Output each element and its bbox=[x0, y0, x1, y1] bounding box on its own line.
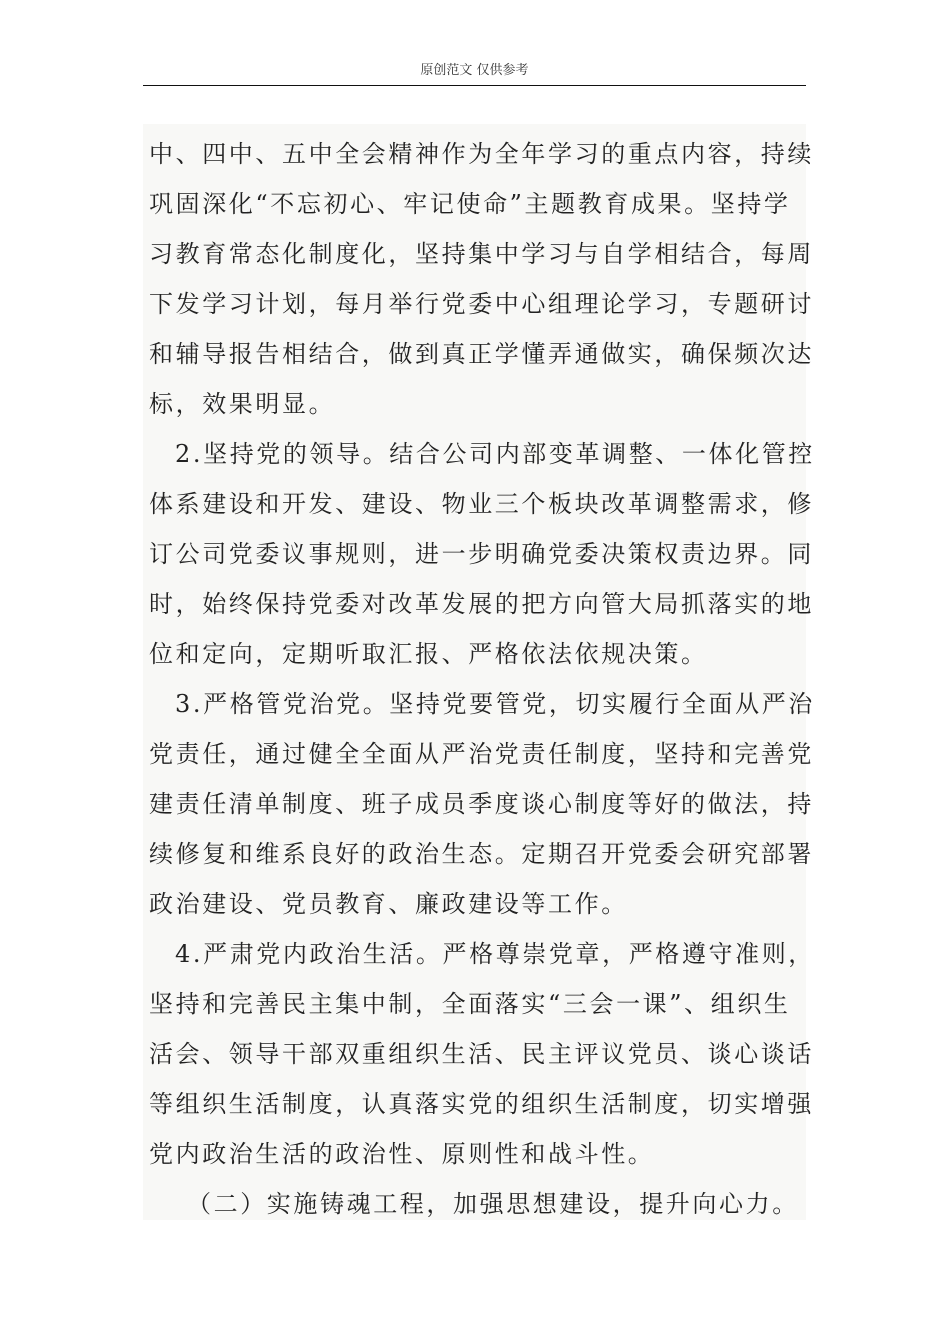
text-line: 建责任清单制度、班子成员季度谈心制度等好的做法，持 bbox=[149, 790, 814, 818]
header-divider bbox=[143, 85, 806, 86]
text-line: 党内政治生活的政治性、原则性和战斗性。 bbox=[149, 1140, 655, 1168]
text-line: 坚持和完善民主集中制，全面落实“三会一课”、组织生 bbox=[149, 990, 791, 1018]
text-line: 党责任，通过健全全面从严治党责任制度，坚持和完善党 bbox=[149, 740, 814, 768]
text-line: （二）实施铸魂工程，加强思想建设，提升向心力。 bbox=[187, 1190, 799, 1218]
text-line: 政治建设、党员教育、廉政建设等工作。 bbox=[149, 890, 628, 918]
text-line: 和辅导报告相结合，做到真正学懂弄通做实，确保频次达 bbox=[149, 340, 814, 368]
text-line: 时，始终保持党委对改革发展的把方向管大局抓落实的地 bbox=[149, 590, 814, 618]
text-line: 中、四中、五中全会精神作为全年学习的重点内容，持续 bbox=[149, 140, 814, 168]
text-line: 位和定向，定期听取汇报、严格依法依规决策。 bbox=[149, 640, 708, 668]
text-line: 标，效果明显。 bbox=[149, 390, 336, 418]
text-line: 活会、领导干部双重组织生活、民主评议党员、谈心谈话 bbox=[149, 1040, 814, 1068]
text-line: 下发学习计划，每月举行党委中心组理论学习，专题研讨 bbox=[149, 290, 814, 318]
paragraph-party-leadership bbox=[149, 429, 815, 679]
paragraph-study-continuation bbox=[149, 129, 814, 429]
text-line: 2.坚持党的领导。结合公司内部变革调整、一体化管控 bbox=[175, 440, 815, 468]
text-line: 体系建设和开发、建设、物业三个板块改革调整需求，修 bbox=[149, 490, 814, 518]
text-line: 订公司党委议事规则，进一步明确党委决策权责边界。同 bbox=[149, 540, 814, 568]
text-line: 3.严格管党治党。坚持党要管党，切实履行全面从严治 bbox=[175, 690, 815, 718]
text-line: 等组织生活制度，认真落实党的组织生活制度，切实增强 bbox=[149, 1090, 814, 1118]
paragraph-strict-governance bbox=[149, 679, 815, 929]
header-text: 原创范文 仅供参考 bbox=[420, 63, 529, 78]
text-line: 4.严肃党内政治生活。严格尊崇党章，严格遵守准则， bbox=[175, 940, 815, 968]
text-line: 续修复和维系良好的政治生态。定期召开党委会研究部署 bbox=[149, 840, 814, 868]
paragraph-political-life bbox=[149, 929, 815, 1179]
document-body bbox=[143, 124, 815, 1220]
text-line: 习教育常态化制度化，坚持集中学习与自学相结合，每周 bbox=[149, 240, 814, 268]
text-line: 巩固深化“不忘初心、牢记使命”主题教育成果。坚持学 bbox=[149, 190, 791, 218]
page-header bbox=[143, 62, 806, 80]
section-heading bbox=[149, 1179, 806, 1229]
